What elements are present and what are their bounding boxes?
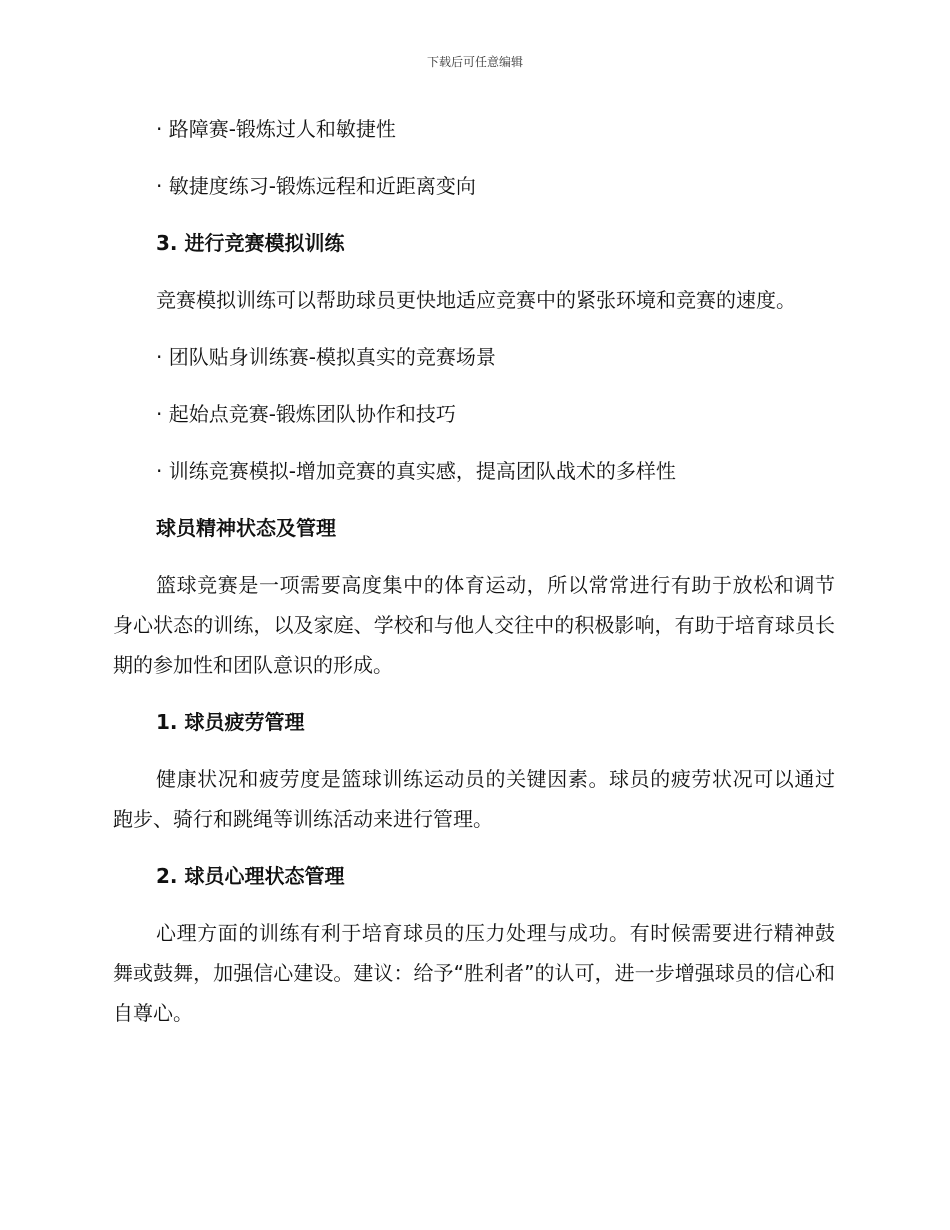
bullet-item: · 敏捷度练习-锻炼远程和近距离变向 bbox=[156, 174, 476, 198]
bullet-item: · 团队贴身训练赛-模拟真实的竞赛场景 bbox=[156, 345, 496, 369]
bullet-item: · 训练竞赛模拟-增加竞赛的真实感，提高团队战术的多样性 bbox=[156, 459, 676, 483]
paragraph: 健康状况和疲劳度是篮球训练运动员的关键因素。球员的疲劳状况可以通过跑步、骑行和跳绳等训练活动来进行管理。 bbox=[113, 767, 835, 831]
paragraph: 竞赛模拟训练可以帮助球员更快地适应竞赛中的紧张环境和竞赛的速度。 bbox=[156, 288, 796, 312]
paragraph: 篮球竞赛是一项需要高度集中的体育运动，所以常常进行有助于放松和调节身心状态的训练，以及家庭、学校和与他人交往中的积极影响，有助于培育球员长期的参加性和团队意识的形成。 bbox=[113, 573, 835, 677]
bullet-item: · 起始点竞赛-锻炼团队协作和技巧 bbox=[156, 402, 456, 426]
section-heading: 3. 进行竞赛模拟训练 bbox=[156, 231, 345, 255]
section-heading: 2. 球员心理状态管理 bbox=[156, 864, 345, 888]
section-heading: 1. 球员疲劳管理 bbox=[156, 710, 305, 734]
page-header: 下载后可任意编辑 bbox=[426, 55, 523, 69]
section-heading: 球员精神状态及管理 bbox=[156, 516, 336, 540]
bullet-item: · 路障赛-锻炼过人和敏捷性 bbox=[156, 117, 396, 141]
paragraph: 心理方面的训练有利于培育球员的压力处理与成功。有时候需要进行精神鼓舞或鼓舞，加强信心建设。建议：给予“胜利者”的认可，进一步增强球员的信心和自尊心。 bbox=[113, 921, 835, 1025]
document-body bbox=[113, 109, 835, 1050]
